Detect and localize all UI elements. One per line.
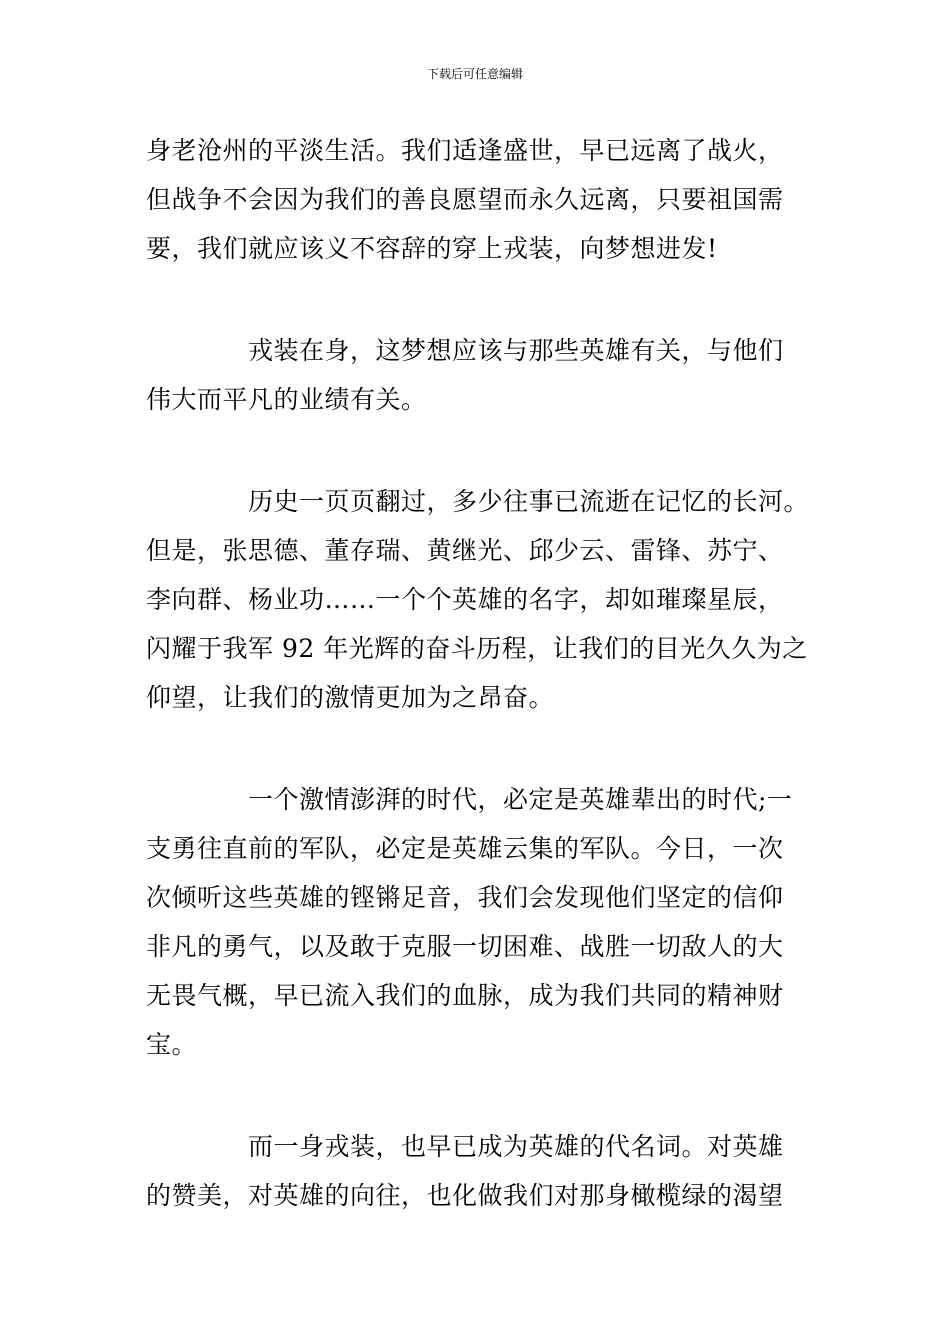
text-line: 闪耀于我军 92 年光辉的奋斗历程，让我们的目光久久为之 <box>146 634 808 663</box>
paragraph-gap <box>146 273 814 326</box>
paragraph <box>146 126 814 273</box>
text-line: 次倾听这些英雄的铿锵足音，我们会发现他们坚定的信仰 <box>146 883 784 912</box>
text-line: 身老沧州的平淡生活。我们适逢盛世，早已远离了战火， <box>146 136 784 165</box>
text-line: 非凡的勇气，以及敢于克服一切困难、战胜一切敌人的大 <box>146 932 784 961</box>
text-line: 宝。 <box>146 1030 198 1059</box>
paragraph <box>146 326 814 424</box>
text-line: 但战争不会因为我们的善良愿望而永久远离，只要祖国需 <box>146 185 784 214</box>
text-line: 伟大而平凡的业绩有关。 <box>146 385 427 414</box>
paragraph-gap <box>146 424 814 477</box>
text-line: 无畏气概，早已流入我们的血脉，成为我们共同的精神财 <box>146 981 784 1010</box>
text-line: 但是，张思德、董存瑞、黄继光、邱少云、雷锋、苏宁、 <box>146 536 784 565</box>
text-line: 仰望，让我们的激情更加为之昂奋。 <box>146 683 555 712</box>
paragraph <box>146 775 814 1069</box>
text-line: 而一身戎装，也早已成为英雄的代名词。对英雄 <box>248 1132 784 1161</box>
text-line: 李向群、杨业功……一个个英雄的名字，却如璀璨星辰， <box>146 585 784 614</box>
paragraph-gap <box>146 722 814 775</box>
paragraph <box>146 1122 814 1220</box>
paragraph-gap <box>146 1069 814 1122</box>
page-header: 下载后可任意编辑 <box>426 67 523 81</box>
text-line: 要，我们就应该义不容辞的穿上戎装，向梦想进发! <box>146 234 718 263</box>
text-line: 戎装在身，这梦想应该与那些英雄有关，与他们 <box>248 336 784 365</box>
text-line: 一个激情澎湃的时代，必定是英雄辈出的时代;一 <box>248 785 793 814</box>
text-line: 的赞美，对英雄的向往，也化做我们对那身橄榄绿的渴望 <box>146 1181 784 1210</box>
text-line: 历史一页页翻过，多少往事已流逝在记忆的长河。 <box>248 487 810 516</box>
paragraph <box>146 477 814 722</box>
text-line: 支勇往直前的军队，必定是英雄云集的军队。今日，一次 <box>146 834 784 863</box>
document-body <box>146 126 814 1220</box>
